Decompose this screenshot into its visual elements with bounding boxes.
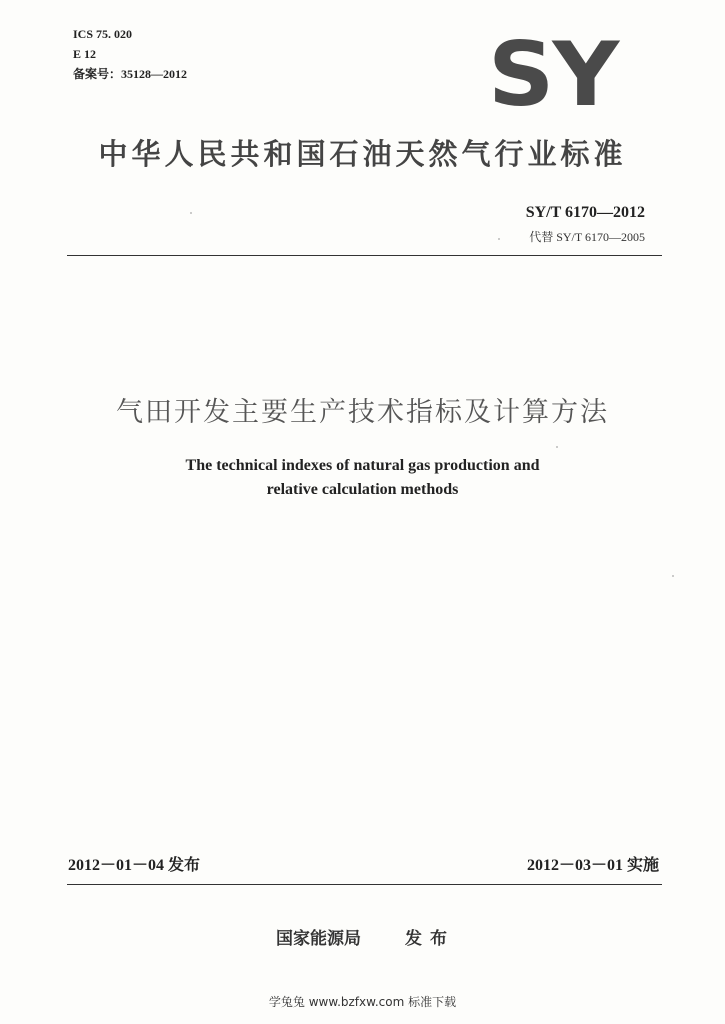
document-title-english: [0, 454, 725, 502]
scan-speck: [556, 446, 558, 448]
issue-date: 2012－01－04 发布: [68, 857, 201, 874]
bottom-divider: [67, 884, 662, 885]
sy-logo: SY: [487, 23, 618, 126]
scan-speck: [190, 212, 192, 214]
issuing-action: 发布: [405, 929, 455, 949]
replaces-standard: 代替 SY/T 6170—2005: [529, 230, 645, 244]
implementation-date: 2012－03－01 实施: [526, 857, 659, 874]
meta-block: [73, 24, 187, 84]
top-divider: [67, 255, 662, 256]
document-title-chinese: 气田开发主要生产技术指标及计算方法: [116, 397, 609, 428]
classification-code: E 12: [73, 47, 97, 61]
download-footer: 学兔兔 www.bzfxw.com 标准下载: [268, 995, 457, 1009]
scan-speck: [498, 238, 500, 240]
english-title-line-2: relative calculation methods: [266, 481, 459, 498]
scan-speck: [672, 575, 674, 577]
standard-number: SY/T 6170—2012: [525, 204, 645, 221]
record-number: 备案号：35128—2012: [73, 67, 188, 81]
english-title-line-1: The technical indexes of natural gas production and: [185, 457, 540, 474]
issuing-authority: 国家能源局: [276, 929, 361, 949]
organization-title: 中华人民共和国石油天然气行业标准: [98, 137, 627, 171]
ics-code: ICS 75. 020: [73, 27, 133, 41]
